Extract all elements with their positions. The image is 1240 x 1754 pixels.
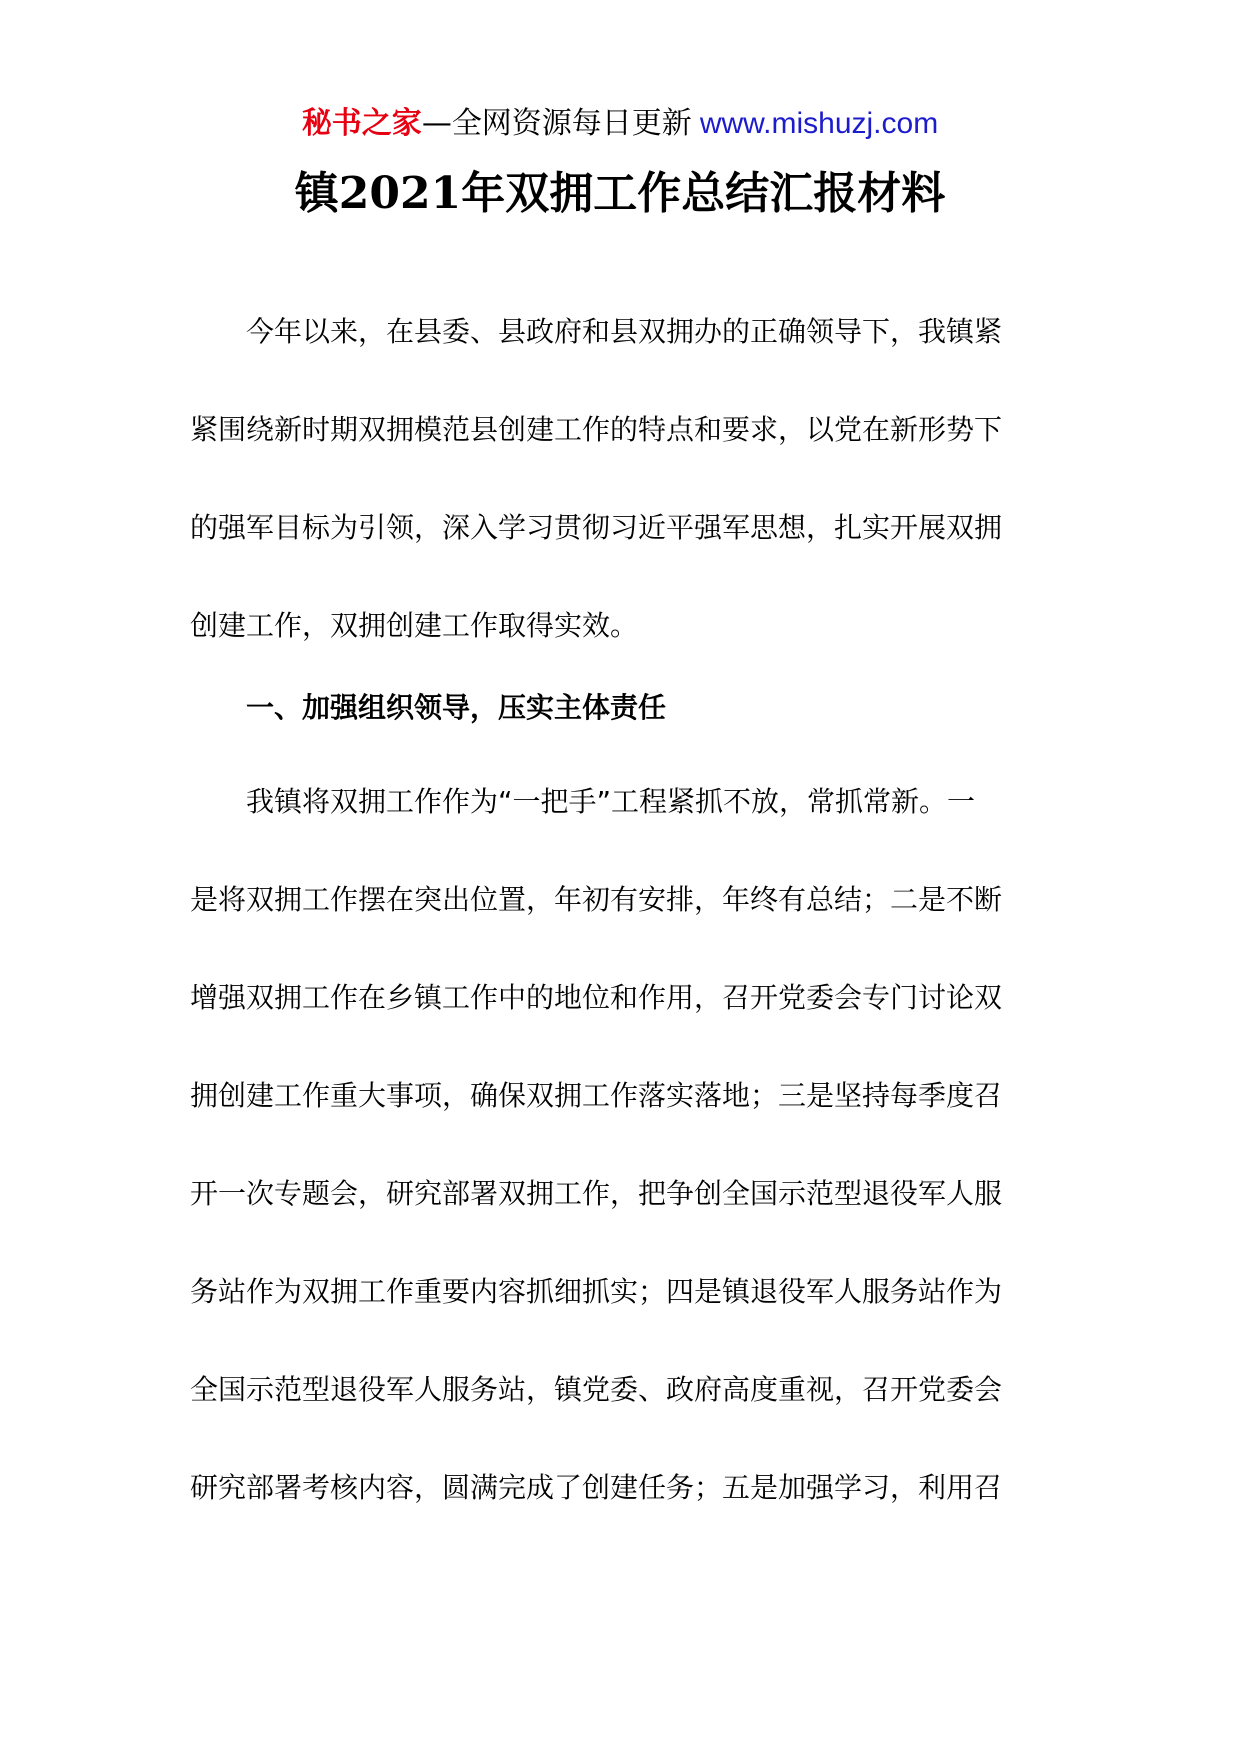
paragraph-line: 紧围绕新时期双拥模范县创建工作的特点和要求，以党在新形势下 — [190, 413, 1003, 446]
paragraph-line: 研究部署考核内容，圆满完成了创建任务；五是加强学习，利用召 — [190, 1471, 1003, 1504]
section-heading-1: 一、加强组织领导，压实主体责任 — [246, 691, 667, 724]
paragraph-line: 拥创建工作重大事项，确保双拥工作落实落地；三是坚持每季度召 — [190, 1079, 1003, 1112]
site-brand: 秘书之家 — [301, 106, 422, 141]
paragraph-line: 开一次专题会，研究部署双拥工作，把争创全国示范型退役军人服 — [190, 1177, 1003, 1210]
document-title: 镇2021年双拥工作总结汇报材料 — [294, 168, 946, 219]
paragraph-line: 的强军目标为引领，深入学习贯彻习近平强军思想，扎实开展双拥 — [190, 511, 1003, 544]
paragraph-line: 全国示范型退役军人服务站，镇党委、政府高度重视，召开党委会 — [190, 1373, 1003, 1406]
site-url-link[interactable]: www.mishuzj.com — [699, 107, 939, 140]
paragraph-line: 是将双拥工作摆在突出位置，年初有安排，年终有总结；二是不断 — [190, 883, 1003, 916]
paragraph-line: 创建工作，双拥创建工作取得实效。 — [190, 609, 639, 642]
paragraph-line: 我镇将双拥工作作为“一把手”工程紧抓不放，常抓常新。一 — [246, 785, 976, 818]
paragraph-line: 今年以来，在县委、县政府和县双拥办的正确领导下，我镇紧 — [246, 315, 1003, 348]
paragraph-line: 务站作为双拥工作重要内容抓细抓实；四是镇退役军人服务站作为 — [190, 1275, 1003, 1308]
paragraph-line: 增强双拥工作在乡镇工作中的地位和作用，召开党委会专门讨论双 — [190, 981, 1003, 1014]
paragraph-intro — [190, 283, 1050, 675]
site-tagline: —全网资源每日更新 — [421, 106, 692, 141]
site-header — [0, 100, 1240, 148]
paragraph-section-1 — [190, 753, 1050, 1537]
